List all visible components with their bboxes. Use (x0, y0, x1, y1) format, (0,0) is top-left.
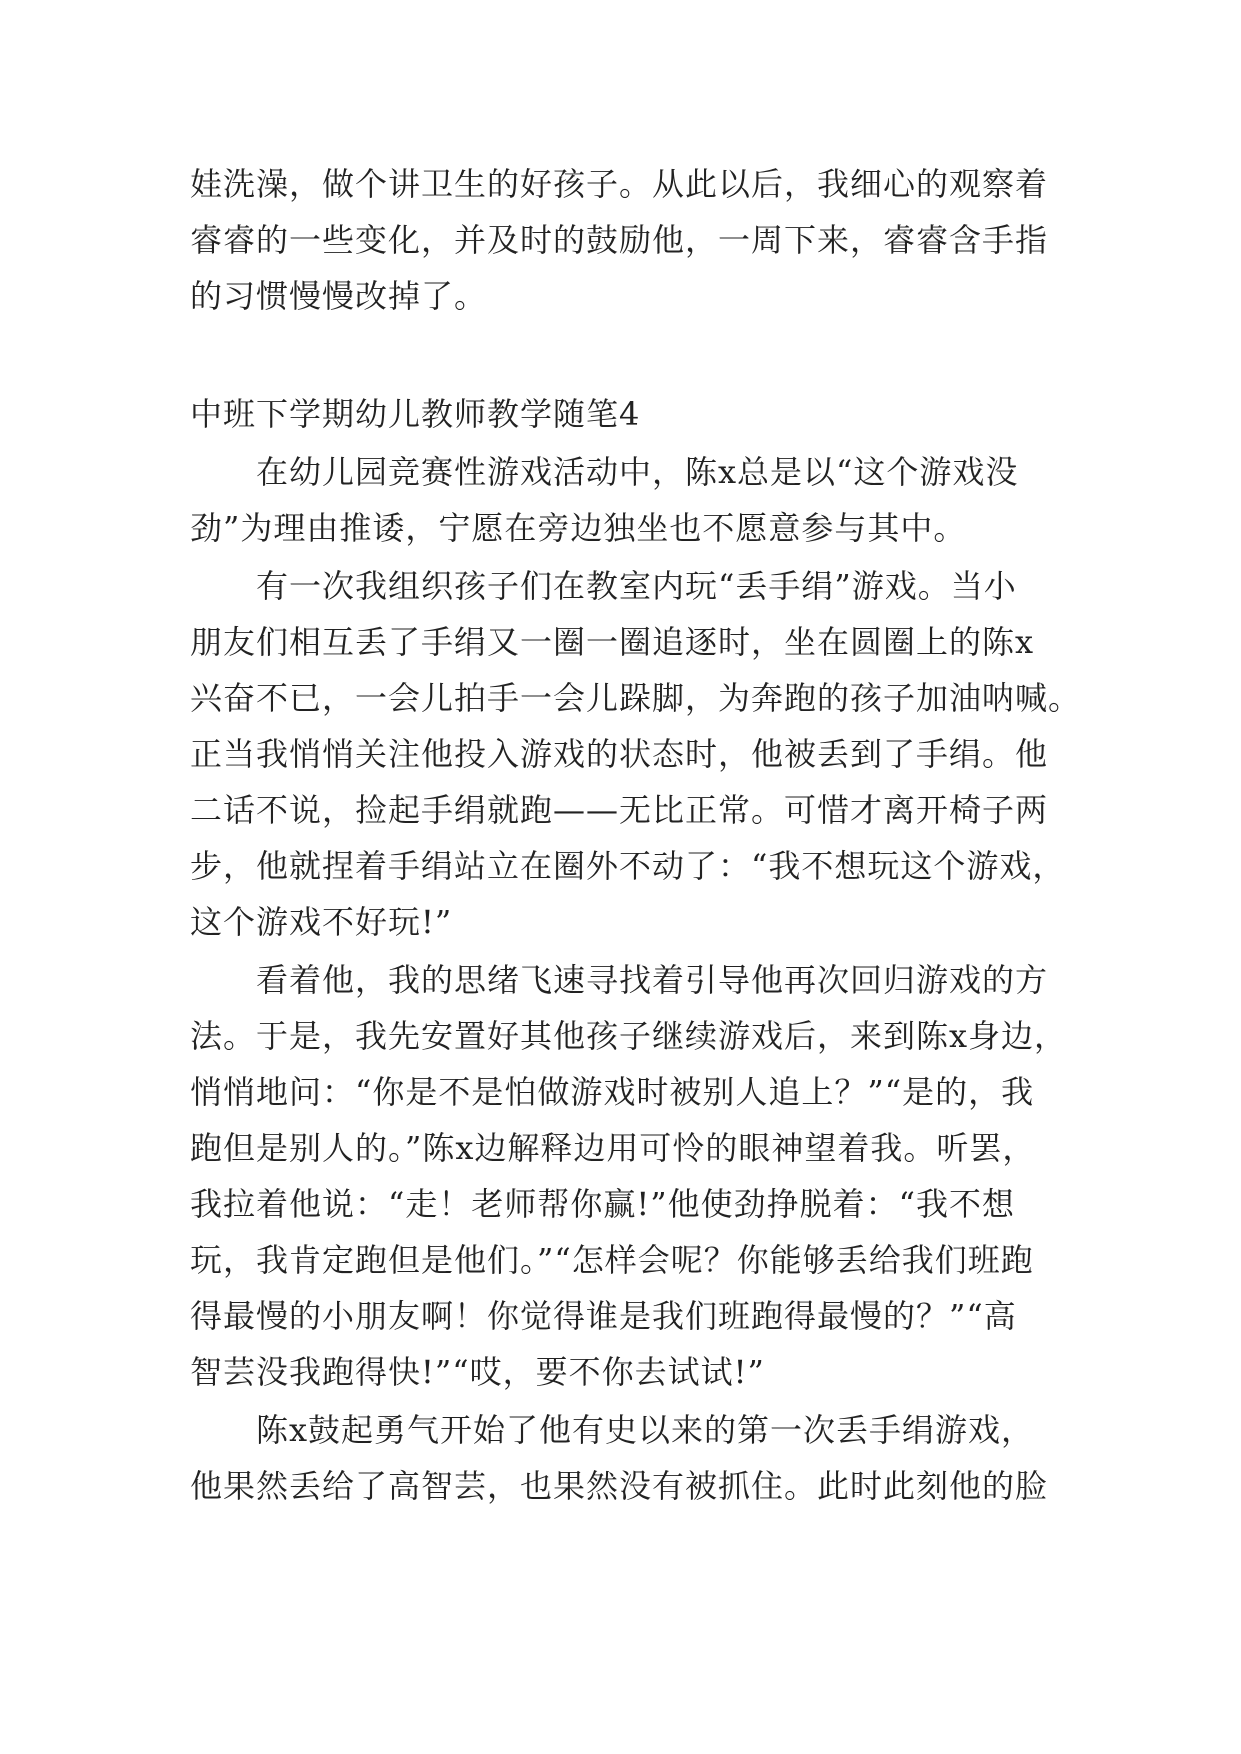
paragraph-line: 劲”为理由推诿，宁愿在旁边独坐也不愿意参与其中。 (190, 509, 967, 547)
paragraph-line: 兴奋不已，一会儿拍手一会儿跺脚，为奔跑的孩子加油呐喊。 (190, 679, 1082, 717)
paragraph-line: 在幼儿园竞赛性游戏活动中，陈x总是以“这个游戏没 (256, 453, 1019, 491)
paragraph-line: 步，他就捏着手绢站立在圈外不动了：“我不想玩这个游戏， (190, 847, 1066, 885)
paragraph-line: 智芸没我跑得快!”“哎，要不你去试试!” (190, 1353, 765, 1391)
paragraph-line: 他果然丢给了高智芸，也果然没有被抓住。此时此刻他的脸 (190, 1467, 1049, 1505)
paragraph-line: 玩，我肯定跑但是他们。”“怎样会呢？你能够丢给我们班跑 (190, 1241, 1034, 1279)
paragraph-line: 这个游戏不好玩!” (190, 903, 453, 941)
paragraph-line: 陈x鼓起勇气开始了他有史以来的第一次丢手绢游戏， (256, 1411, 1035, 1449)
paragraph-line: 二话不说，捡起手绢就跑——无比正常。可惜才离开椅子两 (190, 791, 1049, 829)
paragraph-line: 有一次我组织孩子们在教室内玩“丢手绢”游戏。当小 (256, 567, 1017, 605)
paragraph-continuation-line: 的习惯慢慢改掉了。 (190, 277, 488, 315)
paragraph-line: 正当我悄悄关注他投入游戏的状态时，他被丢到了手绢。他 (190, 735, 1049, 773)
paragraph-line: 看着他，我的思绪飞速寻找着引导他再次回归游戏的方 (256, 961, 1049, 999)
paragraph-line: 悄悄地问：“你是不是怕做游戏时被别人追上？”“是的，我 (190, 1073, 1035, 1111)
paragraph-line: 朋友们相互丢了手绢又一圈一圈追逐时，坐在圆圈上的陈x (190, 623, 1035, 661)
paragraph-continuation-line: 睿睿的一些变化，并及时的鼓励他，一周下来，睿睿含手指 (190, 221, 1049, 259)
paragraph-line: 我拉着他说：“走！老师帮你赢!”他使劲挣脱着：“我不想 (190, 1185, 1015, 1223)
paragraph-line: 得最慢的小朋友啊！你觉得谁是我们班跑得最慢的？”“高 (190, 1297, 1017, 1335)
paragraph-line: 法。于是，我先安置好其他孩子继续游戏后，来到陈x身边， (190, 1017, 1068, 1055)
section-title: 中班下学期幼儿教师教学随笔4 (190, 395, 641, 433)
paragraph-continuation-line: 娃洗澡，做个讲卫生的好孩子。从此以后，我细心的观察着 (190, 165, 1049, 203)
paragraph-line: 跑但是别人的。”陈x边解释边用可怜的眼神望着我。听罢， (190, 1129, 1036, 1167)
